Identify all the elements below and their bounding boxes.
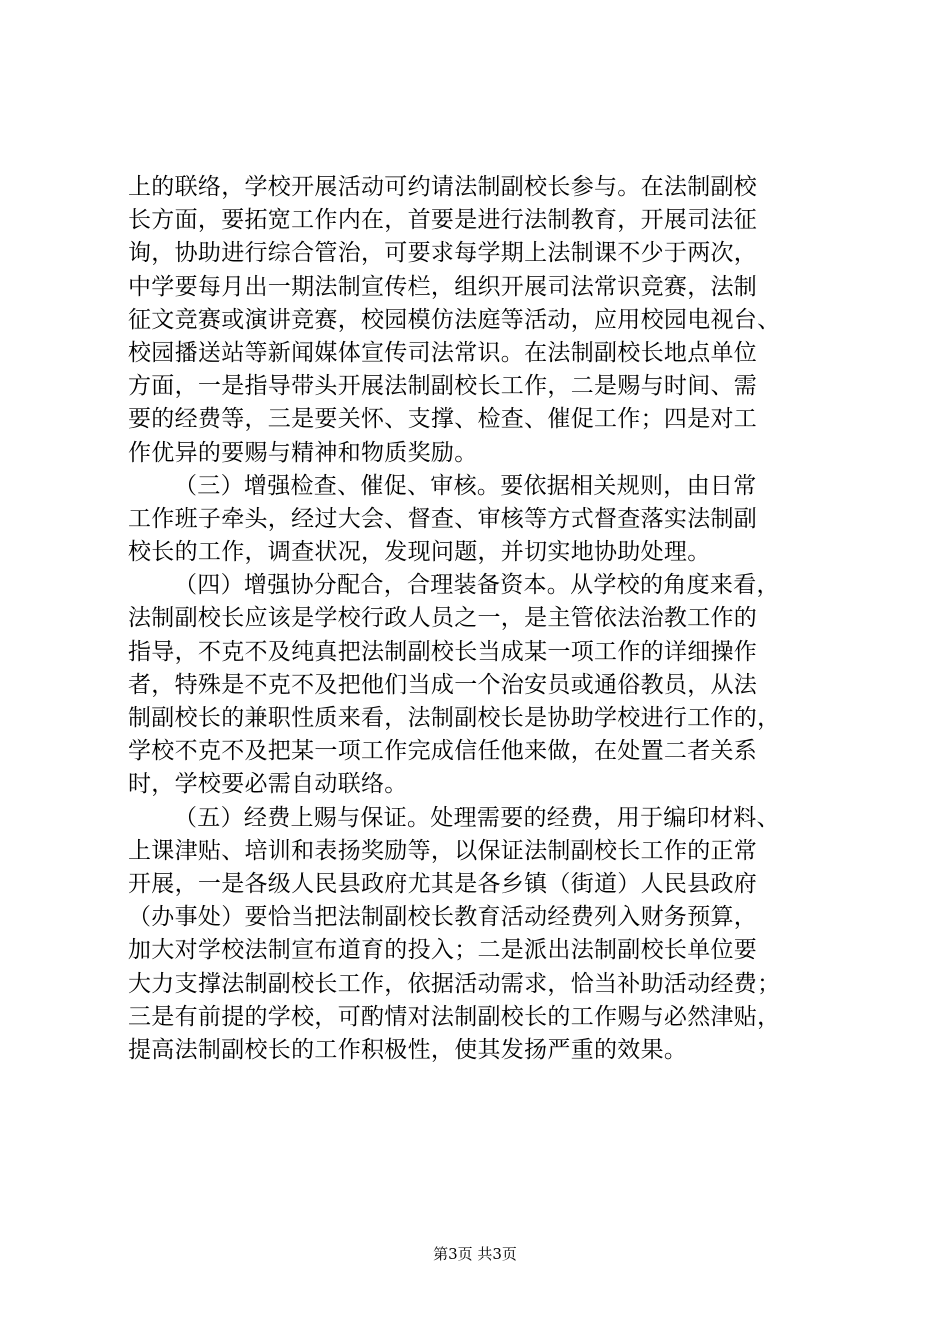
text-line: 上的联络，学校开展活动可约请法制副校长参与。在法制副校 [128, 174, 758, 200]
body-text [128, 171, 828, 1067]
text-line: 加大对学校法制宣布道育的投入；二是派出法制副校长单位要 [128, 937, 758, 964]
text-line: 提高法制副校长的工作积极性，使其发扬严重的效果。 [128, 1036, 688, 1063]
text-line: 学校不克不及把某一项工作完成信任他来做，在处置二者关系 [128, 738, 758, 765]
paragraph-start-line: （三）增强检查、催促、审核。要依据相关规则，由日常 [174, 472, 757, 499]
page-footer: 第3页 共3页 [433, 1245, 517, 1263]
text-line: 校园播送站等新闻媒体宣传司法常识。在法制副校长地点单位 [128, 339, 758, 366]
text-line: 征文竞赛或演讲竞赛，校园模仿法庭等活动，应用校园电视台、 [128, 306, 781, 333]
text-line: 长方面，要拓宽工作内在，首要是进行法制教育，开展司法征 [128, 207, 758, 234]
text-line: 上课津贴、培训和表扬奖励等，以保证法制副校长工作的正常 [128, 837, 758, 864]
text-line: 指导，不克不及纯真把法制副校长当成某一项工作的详细操作 [128, 638, 758, 665]
text-line: 方面，一是指导带头开展法制副校长工作，二是赐与时间、需 [128, 373, 758, 400]
text-line: 者，特殊是不克不及把他们当成一个治安员或通俗教员，从法 [128, 671, 758, 698]
text-line: 作优异的要赐与精神和物质奖励。 [128, 439, 478, 466]
paragraph-start-line: （五）经费上赐与保证。处理需要的经费，用于编印材料、 [174, 804, 780, 831]
text-line: 中学要每月出一期法制宣传栏，组织开展司法常识竞赛，法制 [128, 273, 758, 300]
paragraph-start-line: （四）增强协分配合，合理装备资本。从学校的角度来看， [174, 572, 780, 599]
text-line: 三是有前提的学校，可酌情对法制副校长的工作赐与必然津贴， [128, 1003, 781, 1030]
text-line: 制副校长的兼职性质来看，法制副校长是协助学校进行工作的， [128, 705, 781, 731]
text-line: 工作班子牵头，经过大会、督查、审核等方式督查落实法制副 [128, 505, 758, 532]
text-line: 法制副校长应该是学校行政人员之一，是主管依法治教工作的 [128, 605, 758, 632]
text-line: 大力支撑法制副校长工作，依据活动需求，恰当补助活动经费； [128, 970, 781, 997]
text-line: 询，协助进行综合管治，可要求每学期上法制课不少于两次， [128, 240, 758, 267]
text-line: （办事处）要恰当把法制副校长教育活动经费列入财务预算， [128, 904, 758, 931]
text-line: 开展，一是各级人民县政府尤其是各乡镇（街道）人民县政府 [128, 870, 758, 897]
text-line: 要的经费等，三是要关怀、支撑、检查、催促工作；四是对工 [128, 406, 758, 433]
text-line: 校长的工作，调查状况，发现问题，并切实地协助处理。 [128, 539, 711, 566]
text-line: 时，学校要必需自动联络。 [128, 771, 408, 798]
